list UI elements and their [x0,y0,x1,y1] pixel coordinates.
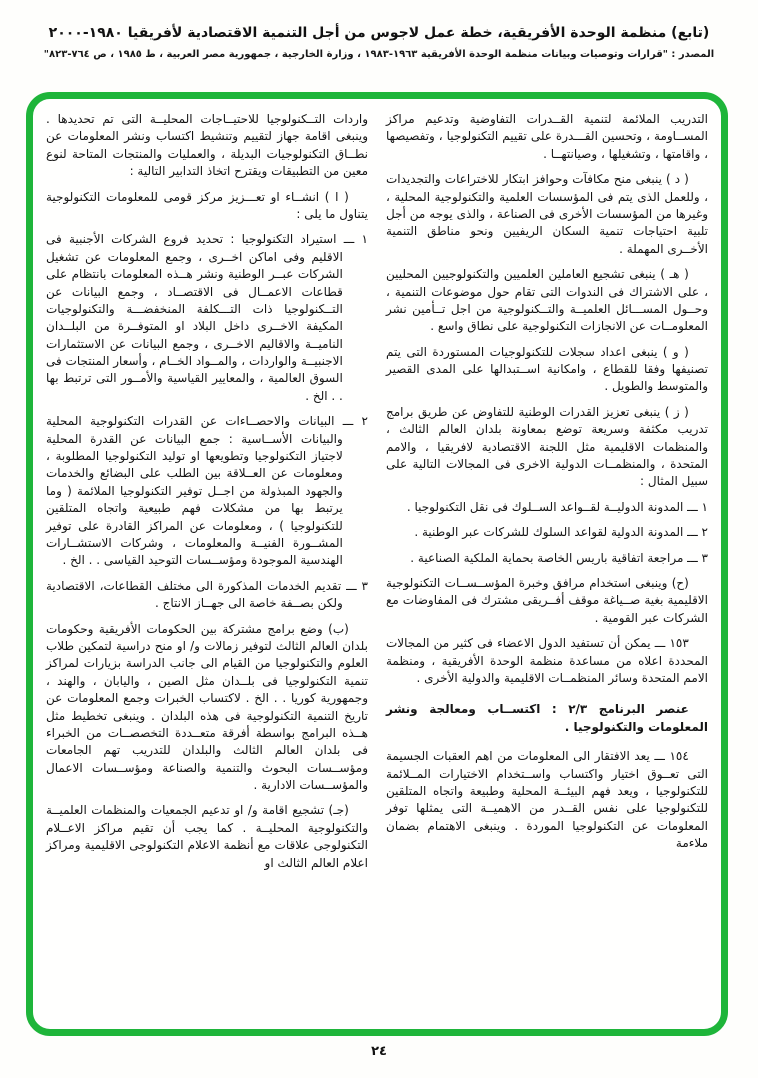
page-header [0,24,758,60]
source-citation: المصدر : "قرارات وتوصيات وبيانات منظمة الوحدة الأفريقية ١٩٦٣-١٩٨٣ ، وزارة الخارجية ، جمهورية مصر العربية ، ط ١٩٨٥ ، ص ٧٦٤-٨٢٣" [43,49,715,61]
list-item-1-right: ١ ـــ المدونة الدوليــة لقــواعد الســلوك فى نقل التكنولوجيا . [406,499,708,514]
para-item-zay: ( ز ) ينبغى تعزيز القدرات الوطنية للتفاوض عن طريق برامج تدريب مكثفة وسريعة توضع بمعاونة بلدان العالم الثالث ، والمنظمات الاقليمية مثل اللجنة الاقتصادية لافريقيا ، والامم المتحدة ، والمنظمــات الدولية الاخرى فى المجالات التالية على سبيل المثال : [386,404,708,489]
page-frame [26,92,728,1036]
list-item-1-left: ١ ـــ استيراد التكنولوجيا : تحديد فروع الشركات الأجنبية فى الاقليم وفى اماكن اخــرى ، وجمع المعلومات عن تشغيل الشركات عبــر الوطنية ونشر هــذه المعلومات بانتظام على قطاعات الاعمــال فى الاقتصــاد ، وجمع البيانات عن التــكنولوجيا ذات التـــكلفة المنخفضـــة والتكنولوجيات المكيفة الاخــرى داخل البلاد او المتوفــرة من البلــدان الناميــة والاقاليم الاخــرى ، وجمع البيانات عن الاستثمارات الاجنبيــة والواردات ، والمــواد الخــام ، وأسعار المنتجات فى السوق العالمية ، والمعايير القياسية والأمــور التى ترتبط بها . . الخ . [46,232,368,403]
list-item-3-right: ٣ ـــ مراجعة اتفاقية باريس الخاصة بحماية الملكية الصناعية . [410,550,708,565]
para-item-alif: ( ا ) انشــاء او تعـــزيز مركز قومى للمعلومات التكنولوجية يتناول ما يلى : [46,189,368,221]
para-item-hha: (ح) وينبغى استخدام مرافق وخبرة المؤســســات التكنولوجية الاقليمية بغية صــياغة موقف أفــريقى مشترك فى المفاوضات مع الشركات عبر القومية . [386,575,708,625]
column-left [46,111,368,1017]
list-item-2-left: ٢ ـــ البيانات والاحصــاءات عن القدرات التكنولوجية المحلية والبيانات الأســاسية : جمع البيانات عن القدرة المحلية لاجتياز التكنولوجيا وتطويعها او توليد التكنولوجيا المطلوبة ، ومعلومات عن العــلاقة بين الطلب على البضائع والخدمات والجهود المبذولة من اجــل توفير التكنولوجيا الملائمة ( وما يرتبط بها من مشكلات فهم طبيعية واتجاه المتلقين للتكنولوجيا ) ، ومعلومات عن المراكز القادرة على توفير المشــورة الفنيــة والمعلومات ، وشركات الاستشــارات الهندسية الموجودة ومؤســسات التوحيد القياسى . . الخ . [46,414,368,568]
para-153: ١٥٣ ـــ يمكن أن تستفيد الدول الاعضاء فى كثير من المجالات المحددة اعلاه من مساعدة منظمة الوحدة الأفريقية ، ومنظمة الامم المتحدة وسائر المنظمــات الاقليمية والدولية الأخرى . [386,636,708,685]
para-item-ba: (ب) وضع برامج مشتركة بين الحكومات الأفريقية وحكومات بلدان العالم الثالث لتوفير زمالات و/ او منح دراسية لتمكين طلاب العلوم والتكنولوجيا من القيام الى جانب الدراسة بزيارات لمراكز تنمية التكنولوجيا فى بلــدان مثل الصين ، واليابان ، والهند ، وجمهورية كوريا . . الخ . لاكتساب الخبرات وجمع المعلومات عن تاريخ التنمية التكنولوجية فى هذه البلدان . وينبغى تخطيط مثل هــذه البرامج بواسطة أفرقة متعــددة التخصصــات من الخبراء فى بلدان العالم الثالث والبلدان للتدريب تهم الجامعات ومؤســسات البحوث والتنمية والصناعة ومؤســسات الاعمال والمؤســسات الادارية . [46,621,368,793]
para-item-ha: ( هـ ) ينبغى تشجيع العاملين العلميين والتكنولوجيين المحليين ، على الاشتراك فى الندوات التى تقام حول موضوعات التنمية ، وحــول المســـائل العلميــة والتــكنولوجية من اجل تــأمين نشر المعلومــات عن الانجازات التكنولوجية على نطاق واسع . [386,267,708,334]
column-right [386,111,708,1017]
para-continuation-right: التدريب الملائمة لتنمية القــدرات التفاوضية وتدعيم مراكز المســاومة ، وتحسين القـــدرة على تقييم التكنولوجيا ، وتفصيصها ، واقامتها ، وتشغيلها ، وصيانتهــا . [386,112,708,161]
para-item-dal: ( د ) ينبغى منح مكافآت وحوافز ابتكار للاختراعات والتجديدات ، وللعمل الذى يتم فى المؤسسات العلمية والتكنولوجية المحلية ، وغيرها من المؤسسات الأخرى فى الصناعة ، والذى يوجه من أجل تلبية احتياجات تنمية السكان الريفيين ونحو مناطق التنمية الأخــرى المهملة . [386,172,708,256]
text-columns [46,111,708,1017]
document-title: (تابع) منظمة الوحدة الأفريقية، خطة عمل لاجوس من أجل التنمية الاقتصادية لأفريقيا ١٩٨٠-٢٠٠٠ [48,25,710,41]
para-item-waw: ( و ) ينبغى اعداد سجلات للتكنولوجيات المستوردة التى يتم تصنيفها وفقا للقطاع ، وامكانية اســتبدالها على المدى القصير والمتوسط والطويل . [386,344,708,394]
page-number: ٢٤ [371,1044,387,1059]
list-item-2-right: ٢ ـــ المدونة الدولية لقواعد السلوك للشركات عبر الوطنية . [414,525,708,540]
para-item-jim: (جـ) تشجيع اقامة و/ او تدعيم الجمعيات والمنظمات العلميــة والتكنولوجية المحليــة . كما يجب أن تقيم مراكز الاعــلام التكنولوجى علاقات مع أنظمة الاعلام التكنولوجى الاقليمية ومراكز اعلام العالم الثالث او [46,803,368,870]
para-continuation-left: واردات التــكنولوجيا للاحتيــاجات المحليــة التى تم تحديدها . وينبغى اقامة جهاز لتقييم وتنشيط اكتساب ونشر المعلومات عن نطــاق التكنولوجيات البديلة ، والعمليات والمنتجات المتاحة لنوع معين من التطبيقات ويقترح اتخاذ التدابير التالية : [46,112,368,179]
list-item-3-left: ٣ ـــ تقديم الخدمات المذكورة الى مختلف القطاعات، الاقتصادية ولكن بصــفة خاصة الى جهــاز الانتاج . [46,578,368,611]
program-element-heading: عنصر البرنامج ٢/٣ : اكتســاب ومعالجة ونشر المعلومات والتكنولوجيا . [386,702,708,734]
para-154: ١٥٤ ـــ يعد الافتقار الى المعلومات من اهم العقبات الجسيمة التى تعــوق اختيار واكتساب واســتخدام الاختيارات المــلائمة للتكنولوجيا ، ويعد فهم البيئــة المحلية وطبيعة واتجاه المتلقين للتكنولوجيا على نفس القــدر من الاهميــة التى يمثلها توفر المعلومات عن التكنولوجيا الموردة . وينبغى الاهتمام بضمان ملاءمة [386,749,708,851]
